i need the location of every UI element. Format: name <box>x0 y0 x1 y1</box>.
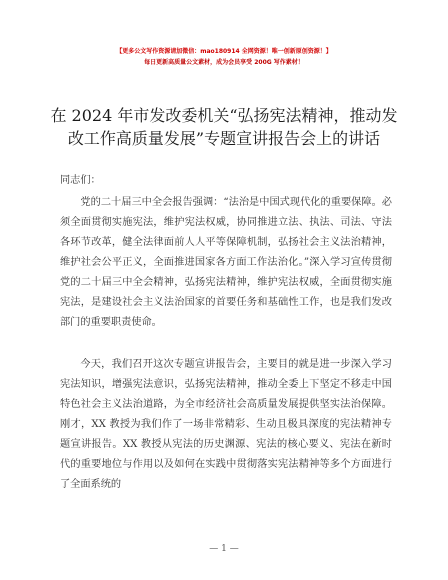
promo-line-2: 每日更新高质量公文素材，成为会员享受 200G 写作素材！ <box>144 59 304 66</box>
paragraph: 党的二十届三中全会报告强调：“法治是中国式现代化的重要保障。必须全面贯彻实施宪法，维护宪法权威，协同推进立法、执法、司法、守法各环节改革，健全法律面前人人平等保障机制，弘扬社会主义法治精神，维护社会公平正义，全面推进国家各方面工作法治化。”深入学习宣传贯彻党的二十届三中全会精神，弘扬宪法精神，维护宪法权威，全面贯彻实施宪法，是建设社会主义法治国家的首要任务和基础性工作，也是我们发改部门的重要职责使命。 <box>60 197 392 328</box>
page-number: — 1 — <box>209 544 239 554</box>
promo-banner <box>0 46 448 68</box>
salutation: 同志们： <box>60 175 101 186</box>
paragraph: 今天，我们召开这次专题宣讲报告会，主要目的就是进一步深入学习宪法知识，增强宪法意识，弘扬宪法精神，推动全委上下坚定不移走中国特色社会主义法治道路，为全市经济社会高质量发展提供坚实法治保障。刚才，XX 教授为我们作了一场非常精彩、生动且极具深度的宪法精神专题宣讲报告。XX 教授从宪法的历史渊源、宪法的核心要义、宪法在新时代的重要地位与作用以及如何在实践中贯彻落实宪法精神等多个方面进行了全面系统的 <box>60 359 392 490</box>
document-title: 在 2024 年市发改委机关“弘扬宪法精神，推动发改工作高质量发展”专题宣讲报告会上的讲话 <box>50 106 398 148</box>
promo-line-1: 【更多公文写作资源请加微信：mao180914 全网资源！唯一创新原创资源！】 <box>116 48 332 55</box>
